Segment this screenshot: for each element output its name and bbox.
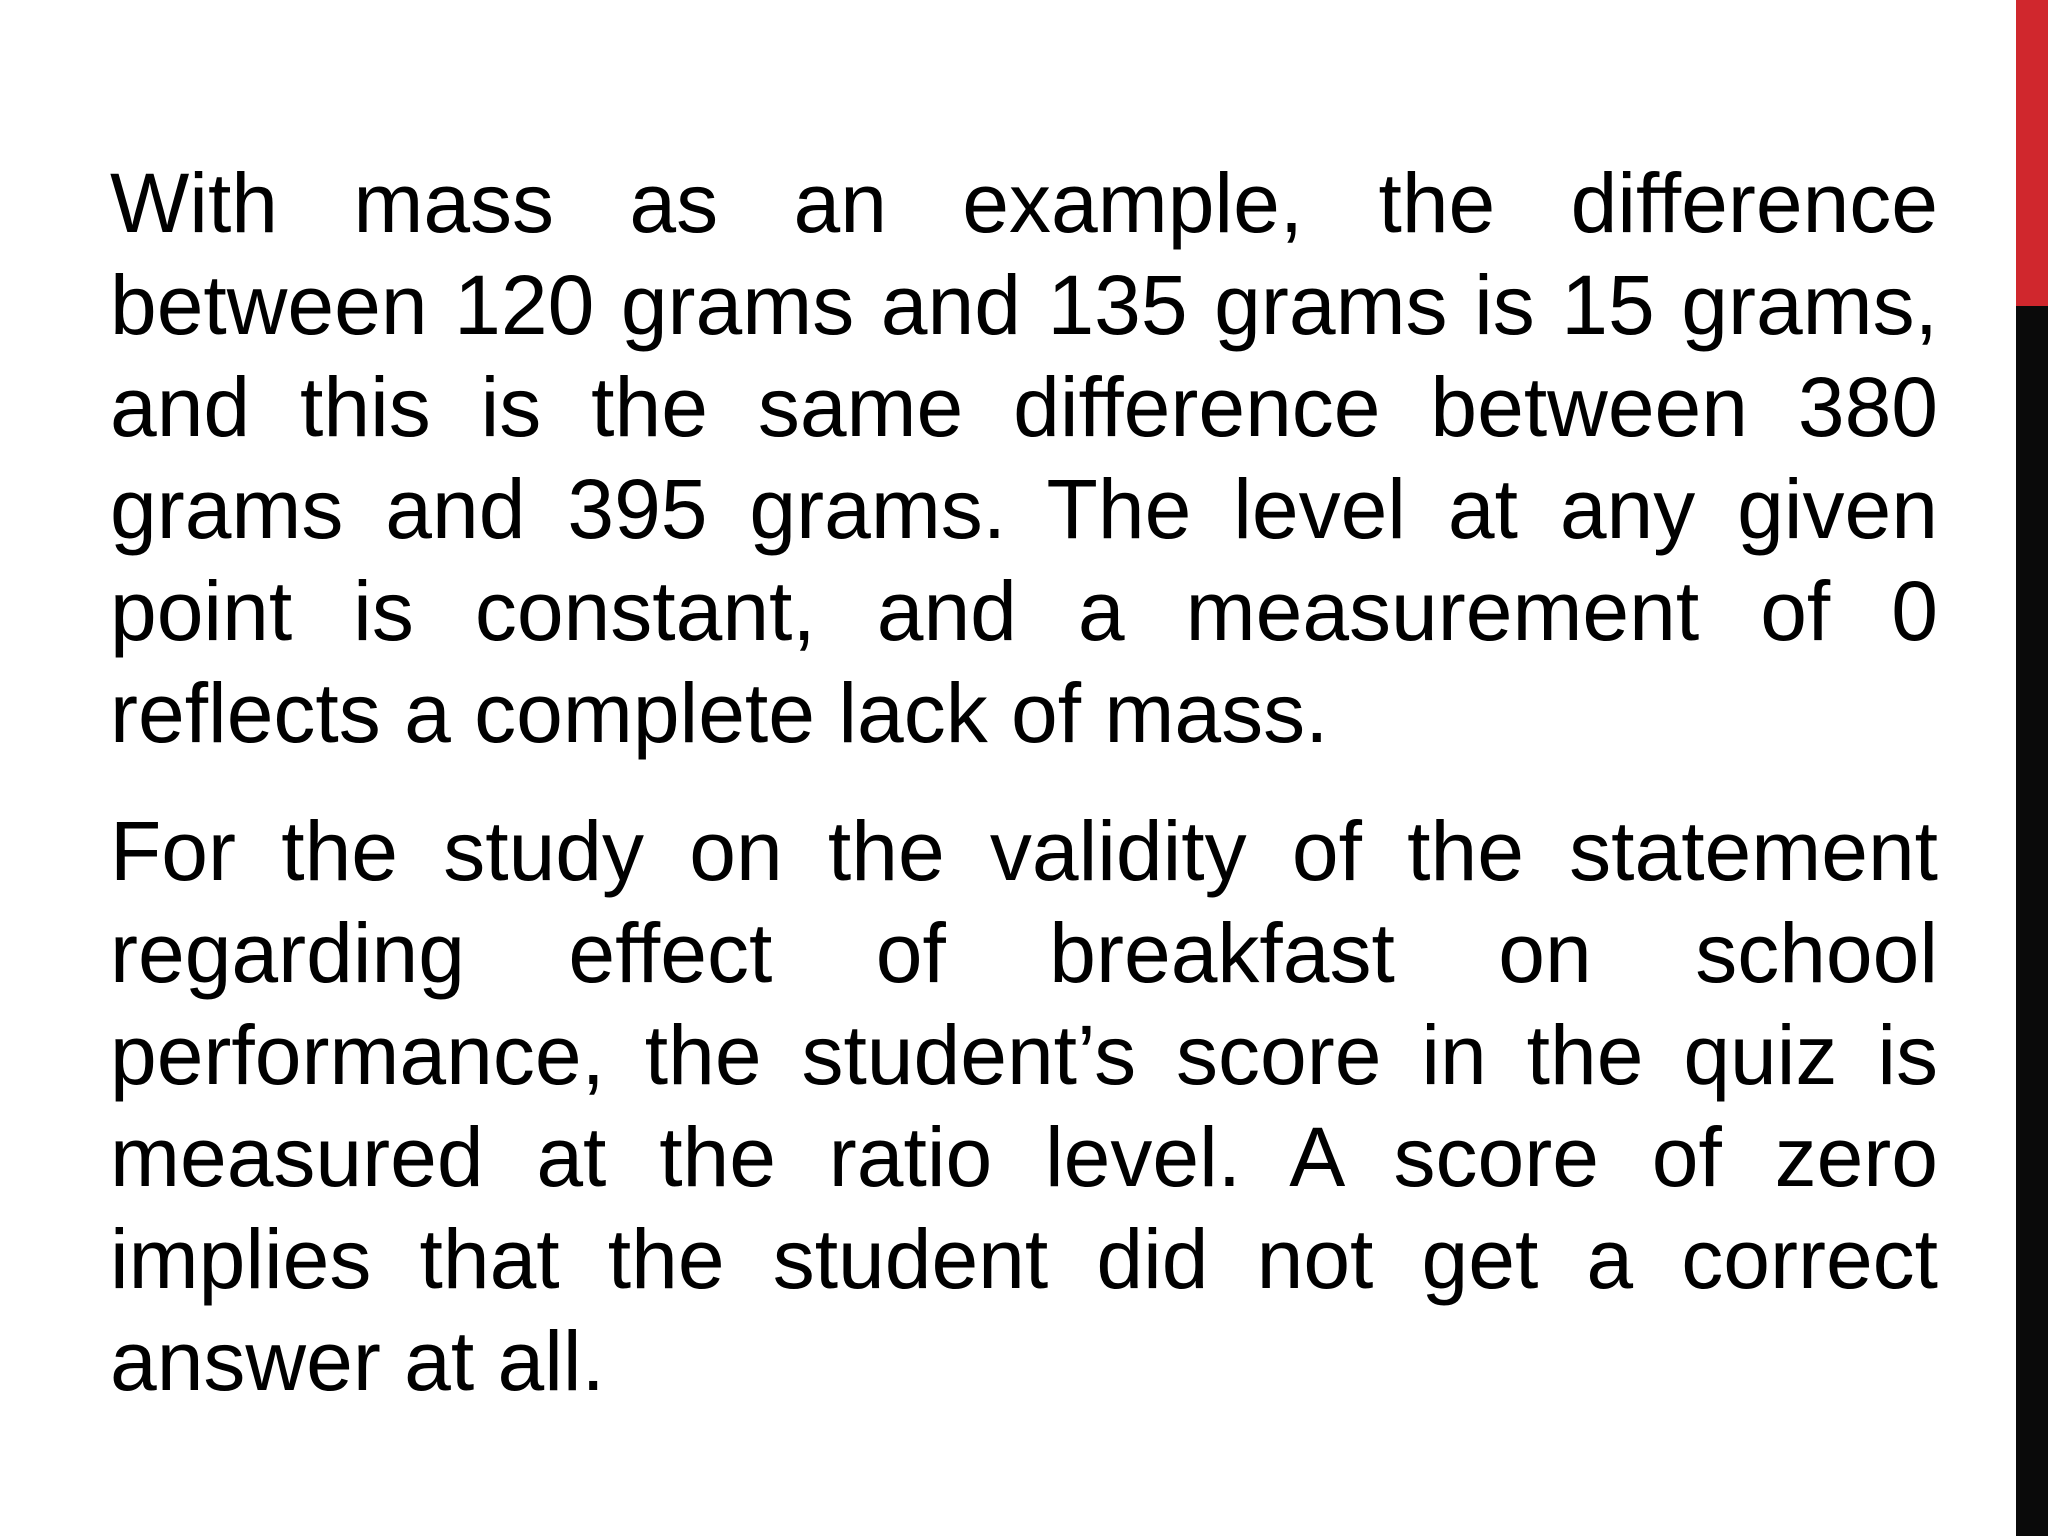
accent-bar-bottom: [2016, 306, 2048, 1536]
paragraph-breakfast-study: For the study on the validity of the statement regarding effect of breakfast on school performance, the student’s score in the quiz is measured at the ratio level. A score of zero implies that the student did not get a correct answer at all.: [110, 804, 1938, 1408]
slide-body: [110, 152, 1938, 1412]
accent-bar: [2016, 0, 2048, 1536]
paragraph-mass-example: With mass as an example, the difference between 120 grams and 135 grams is 15 grams, and this is the same difference between 380 grams and 395 grams. The level at any given point is constant, and a measurement of 0 reflects a complete lack of mass.: [110, 156, 1938, 760]
accent-bar-top: [2016, 0, 2048, 306]
